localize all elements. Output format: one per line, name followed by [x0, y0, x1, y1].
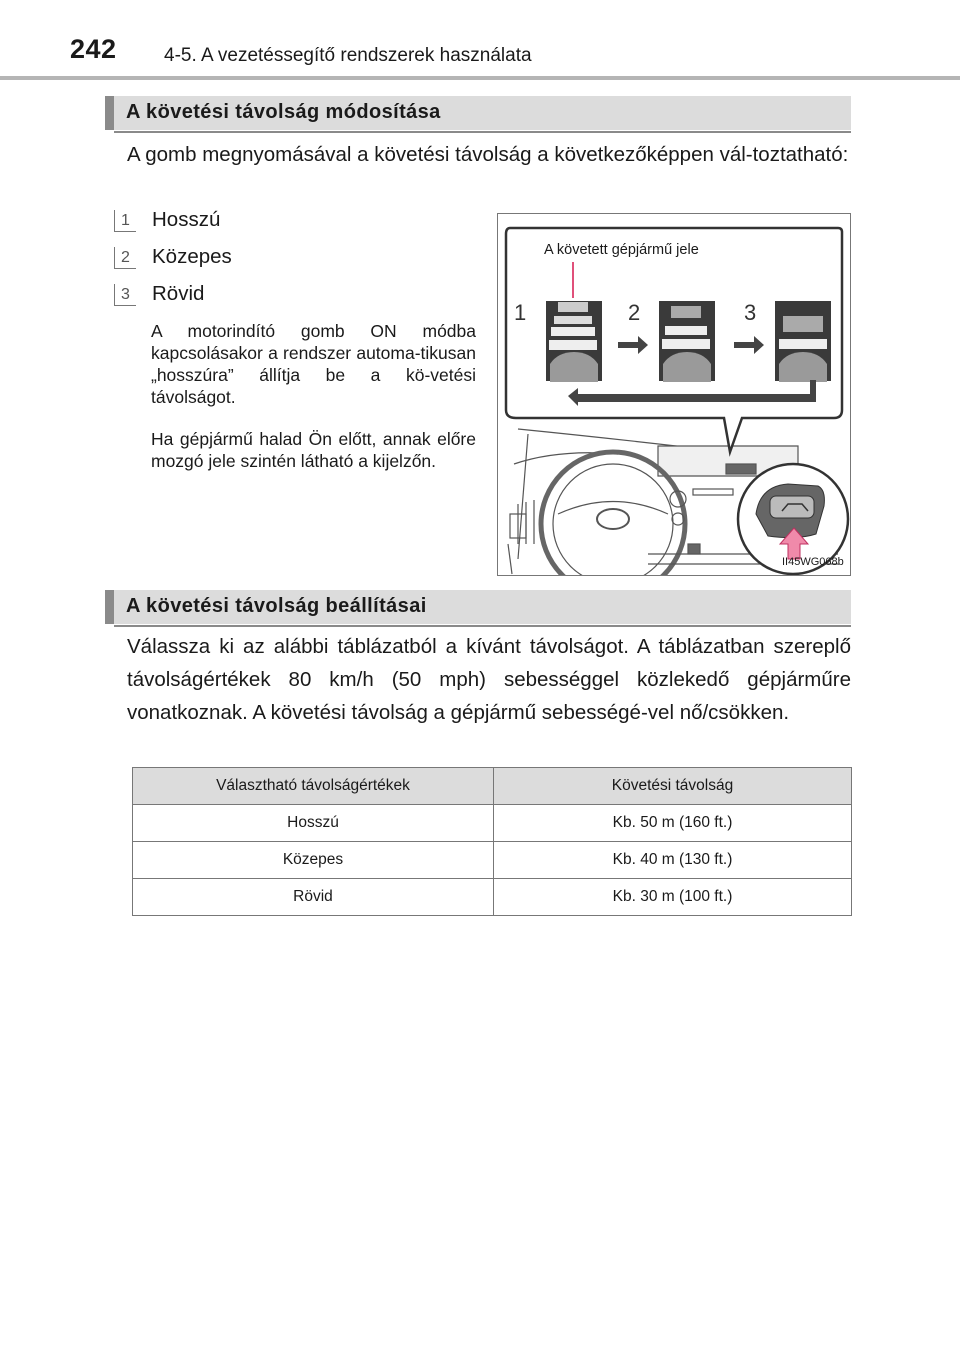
table-row [133, 879, 852, 916]
table-cell: Kb. 40 m (130 ft.) [494, 842, 852, 879]
chapter-title: 4-5. A vezetéssegítő rendszerek használata [164, 45, 532, 66]
figure-label: A követett gépjármű jele [544, 242, 699, 258]
option-label: Hosszú [152, 208, 221, 231]
note-vehicle-ahead: Ha gépjármű halad Ön előtt, annak előre mozgó jele szintén látható a kijelzőn. [151, 429, 476, 471]
table-cell: Rövid [133, 879, 494, 916]
section-heading-distance-settings [105, 590, 851, 624]
figure-code: II45WG068b [782, 556, 844, 568]
section-title: A követési távolság beállításai [126, 595, 427, 617]
figure-step-number: 2 [628, 300, 641, 325]
table-header-row [133, 768, 852, 805]
illustration-distance-switch [497, 213, 851, 576]
section-underline [114, 131, 851, 133]
option-label: Rövid [152, 282, 205, 305]
intro-paragraph: A gomb megnyomásával a követési távolság a következőképpen vál-toztatható: [127, 143, 849, 166]
page-number: 242 [70, 34, 117, 64]
header-rule [0, 76, 960, 80]
option-number: 3 [114, 284, 136, 306]
column-header: Választható távolságértékek [133, 768, 494, 805]
table-cell: Hosszú [133, 805, 494, 842]
dashboard-illustration [498, 214, 851, 576]
table-row [133, 842, 852, 879]
option-number: 1 [114, 210, 136, 232]
section-underline [114, 625, 851, 627]
table-cell: Közepes [133, 842, 494, 879]
column-header: Követési távolság [494, 768, 852, 805]
note-auto-long: A motorindító gomb ON módba kapcsolásakor a rendszer automa-tikusan „hosszúra” állítja be a kö-vetési távolságot. [151, 321, 476, 407]
section-title: A követési távolság módosítása [126, 101, 441, 123]
settings-paragraph: Válassza ki az alábbi táblázatból a kívánt távolságot. A táblázatban szereplő távolságértékek 80 km/h (50 mph) sebességgel közlekedő gépjárműre vonatkoznak. A követési távolság a gépjármű sebességé-vel nő/csökken. [127, 635, 851, 724]
table-cell: Kb. 30 m (100 ft.) [494, 879, 852, 916]
table-row [133, 805, 852, 842]
figure-step-number: 1 [514, 300, 527, 325]
page-header [0, 0, 960, 80]
option-number: 2 [114, 247, 136, 269]
distance-table [132, 767, 852, 916]
section-heading-distance-change [105, 96, 851, 130]
figure-step-number: 3 [744, 300, 757, 325]
table-cell: Kb. 50 m (160 ft.) [494, 805, 852, 842]
option-label: Közepes [152, 245, 232, 268]
